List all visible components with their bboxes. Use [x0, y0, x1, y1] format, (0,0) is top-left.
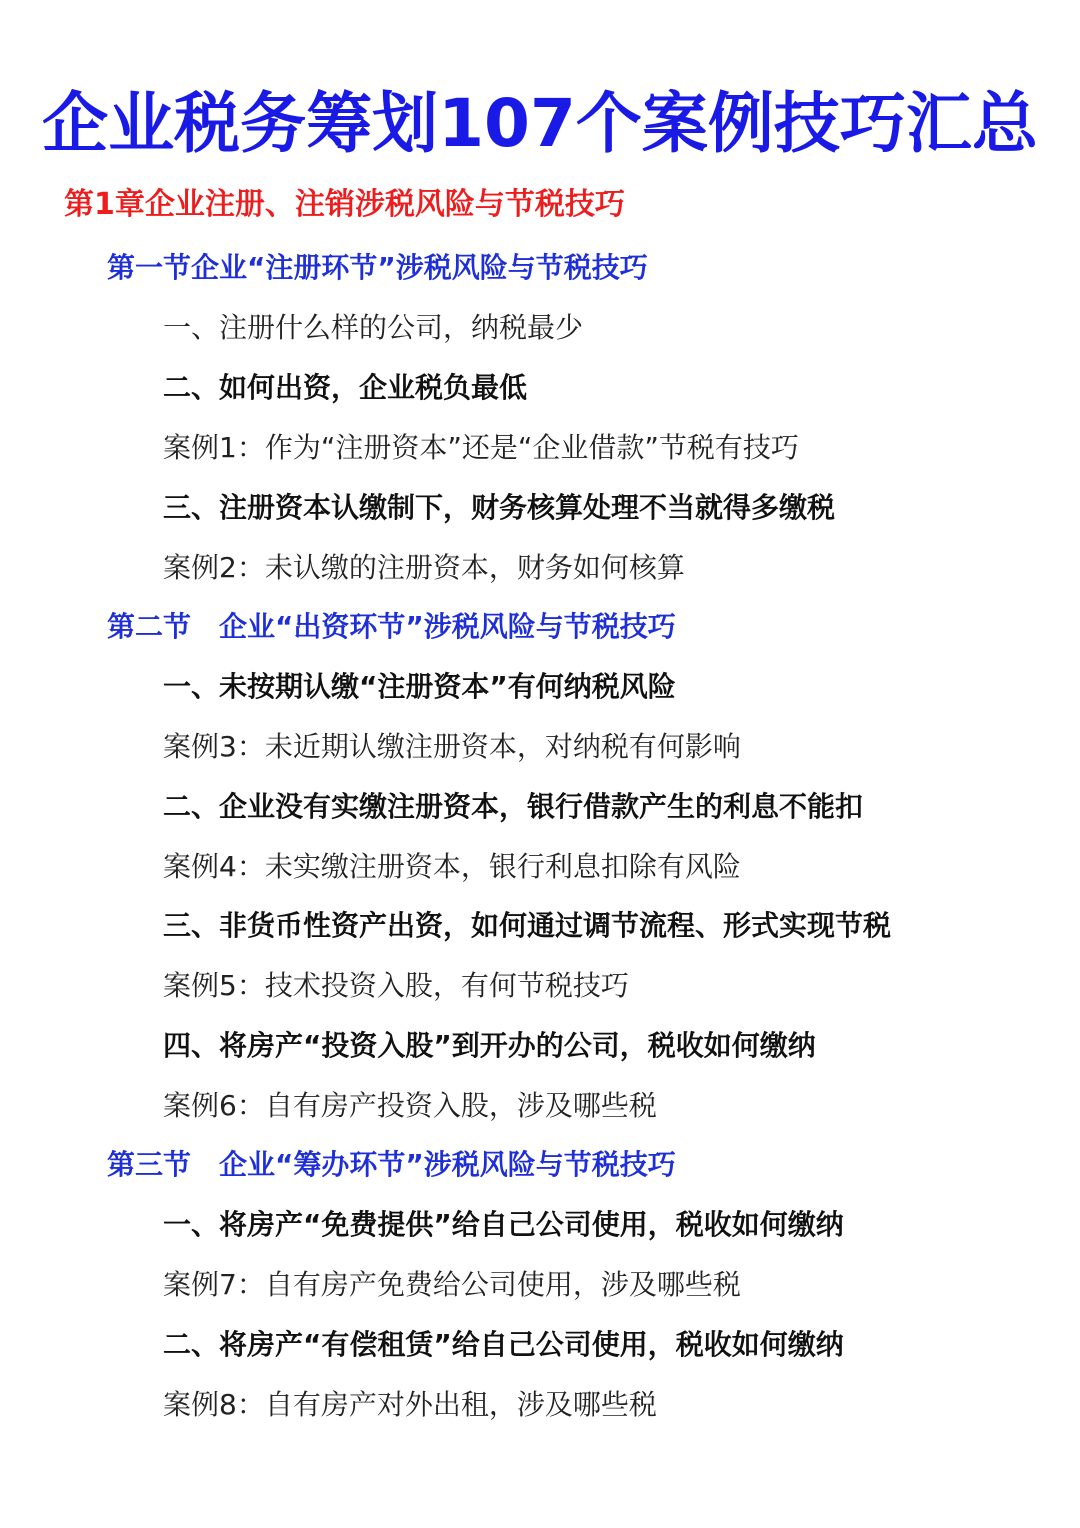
section-2-item-3: 二、企业没有实缴注册资本，银行借款产生的利息不能扣	[163, 790, 864, 823]
document-title: 企业税务筹划107个案例技巧汇总	[42, 85, 1038, 162]
section-2-item-1: 一、未按期认缴“注册资本”有何纳税风险	[163, 670, 676, 703]
section-2-title: 第二节 企业“出资环节”涉税风险与节税技巧	[107, 610, 676, 643]
section-2-item-7: 四、将房产“投资入股”到开办的公司，税收如何缴纳	[163, 1029, 816, 1062]
section-1-item-3: 案例1：作为“注册资本”还是“企业借款”节税有技巧	[163, 431, 799, 464]
section-2-item-8: 案例6：自有房产投资入股，涉及哪些税	[163, 1089, 657, 1122]
section-3-item-4: 案例8：自有房产对外出租，涉及哪些税	[163, 1388, 657, 1421]
section-2-item-6: 案例5：技术投资入股，有何节税技巧	[163, 969, 629, 1002]
section-1-item-4: 三、注册资本认缴制下，财务核算处理不当就得多缴税	[163, 491, 836, 524]
section-2-item-5: 三、非货币性资产出资，如何通过调节流程、形式实现节税	[163, 909, 892, 942]
section-2-item-2: 案例3：未近期认缴注册资本，对纳税有何影响	[163, 730, 741, 763]
section-1-item-5: 案例2：未认缴的注册资本，财务如何核算	[163, 551, 685, 584]
chapter-title: 第1章企业注册、注销涉税风险与节税技巧	[64, 187, 625, 222]
section-3-item-3: 二、将房产“有偿租赁”给自己公司使用，税收如何缴纳	[163, 1328, 844, 1361]
section-3-item-1: 一、将房产“免费提供”给自己公司使用，税收如何缴纳	[163, 1208, 844, 1241]
section-2-item-4: 案例4：未实缴注册资本，银行利息扣除有风险	[163, 850, 741, 883]
section-1-item-2: 二、如何出资，企业税负最低	[163, 371, 528, 404]
section-3-title: 第三节 企业“筹办环节”涉税风险与节税技巧	[107, 1148, 676, 1181]
section-1-item-1: 一、注册什么样的公司，纳税最少	[163, 311, 584, 344]
section-1-title: 第一节企业“注册环节”涉税风险与节税技巧	[107, 251, 648, 284]
section-3-item-2: 案例7：自有房产免费给公司使用，涉及哪些税	[163, 1268, 741, 1301]
